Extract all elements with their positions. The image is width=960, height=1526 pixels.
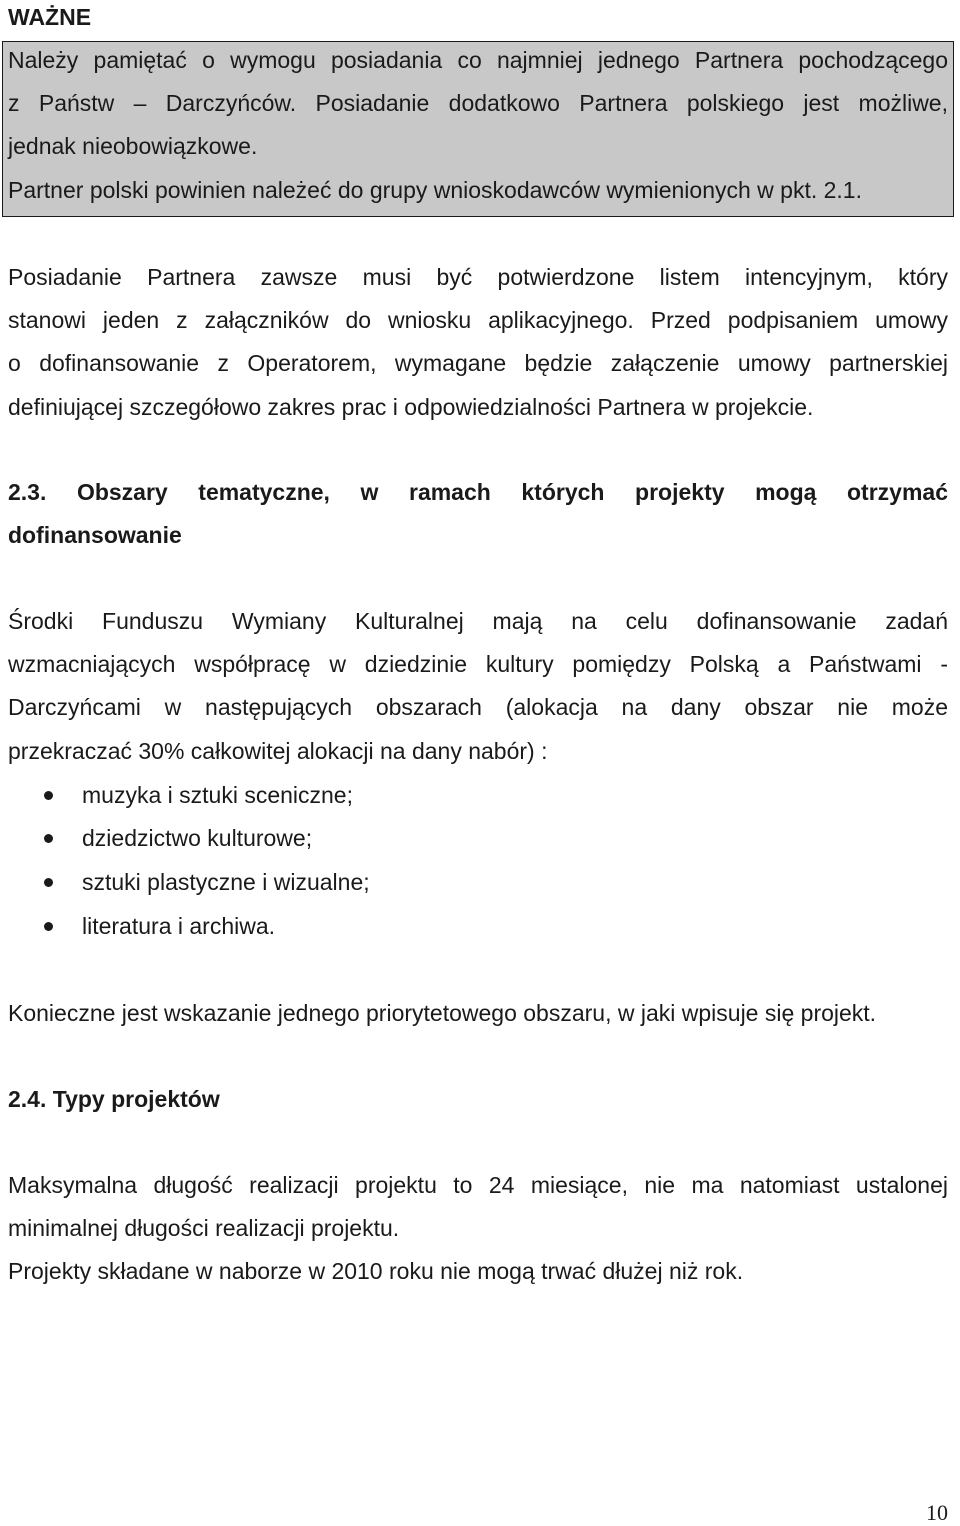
- page-number: 10: [926, 1500, 948, 1525]
- section-heading-2-3: 2.3. Obszary tematyczne, w ramach których projekty mogą otrzymać: [8, 479, 948, 505]
- section-2-3-closing: Konieczne jest wskazanie jednego priorytetowego obszaru, w jaki wpisuje się projekt.: [8, 1000, 877, 1026]
- important-line: z Państw – Darczyńców. Posiadanie dodatkowo Partnera polskiego jest możliwe,: [8, 90, 948, 116]
- important-line: Należy pamiętać o wymogu posiadania co najmniej jednego Partnera pochodzącego: [8, 47, 948, 73]
- section-2-4-line: Projekty składane w naborze w 2010 roku nie mogą trwać dłużej niż rok.: [8, 1258, 744, 1284]
- partner-paragraph-line: Posiadanie Partnera zawsze musi być potwierdzone listem intencyjnym, który: [8, 264, 948, 290]
- section-2-3-intro-line: wzmacniających współpracę w dziedzinie kultury pomiędzy Polską a Państwami -: [8, 651, 948, 677]
- list-item: muzyka i sztuki sceniczne;: [82, 782, 353, 808]
- important-line: jednak nieobowiązkowe.: [8, 133, 258, 159]
- bullet-icon: [44, 834, 53, 843]
- partner-paragraph-line: o dofinansowanie z Operatorem, wymagane będzie załączenie umowy partnerskiej: [8, 350, 948, 376]
- important-line: Partner polski powinien należeć do grupy wnioskodawców wymienionych w pkt. 2.1.: [8, 177, 862, 203]
- section-heading-2-4: 2.4. Typy projektów: [8, 1086, 220, 1112]
- partner-paragraph-line: definiującej szczegółowo zakres prac i odpowiedzialności Partnera w projekcie.: [8, 394, 814, 420]
- list-item: literatura i archiwa.: [82, 913, 276, 939]
- bullet-icon: [44, 878, 53, 887]
- section-heading-2-3-cont: dofinansowanie: [8, 522, 182, 548]
- bullet-icon: [44, 791, 53, 800]
- section-2-3-intro-line: przekraczać 30% całkowitej alokacji na dany nabór) :: [8, 738, 548, 764]
- section-2-4-line: minimalnej długości realizacji projektu.: [8, 1215, 400, 1241]
- important-heading: WAŻNE: [8, 4, 92, 30]
- list-item: dziedzictwo kulturowe;: [82, 825, 313, 851]
- section-2-4-line: Maksymalna długość realizacji projektu to 24 miesiące, nie ma natomiast ustalonej: [8, 1172, 948, 1198]
- list-item: sztuki plastyczne i wizualne;: [82, 869, 370, 895]
- partner-paragraph-line: stanowi jeden z załączników do wniosku aplikacyjnego. Przed podpisaniem umowy: [8, 307, 948, 333]
- section-2-3-intro-line: Środki Funduszu Wymiany Kulturalnej mają na celu dofinansowanie zadań: [8, 608, 948, 634]
- bullet-icon: [44, 922, 53, 931]
- section-2-3-intro-line: Darczyńcami w następujących obszarach (alokacja na dany obszar nie może: [8, 694, 948, 720]
